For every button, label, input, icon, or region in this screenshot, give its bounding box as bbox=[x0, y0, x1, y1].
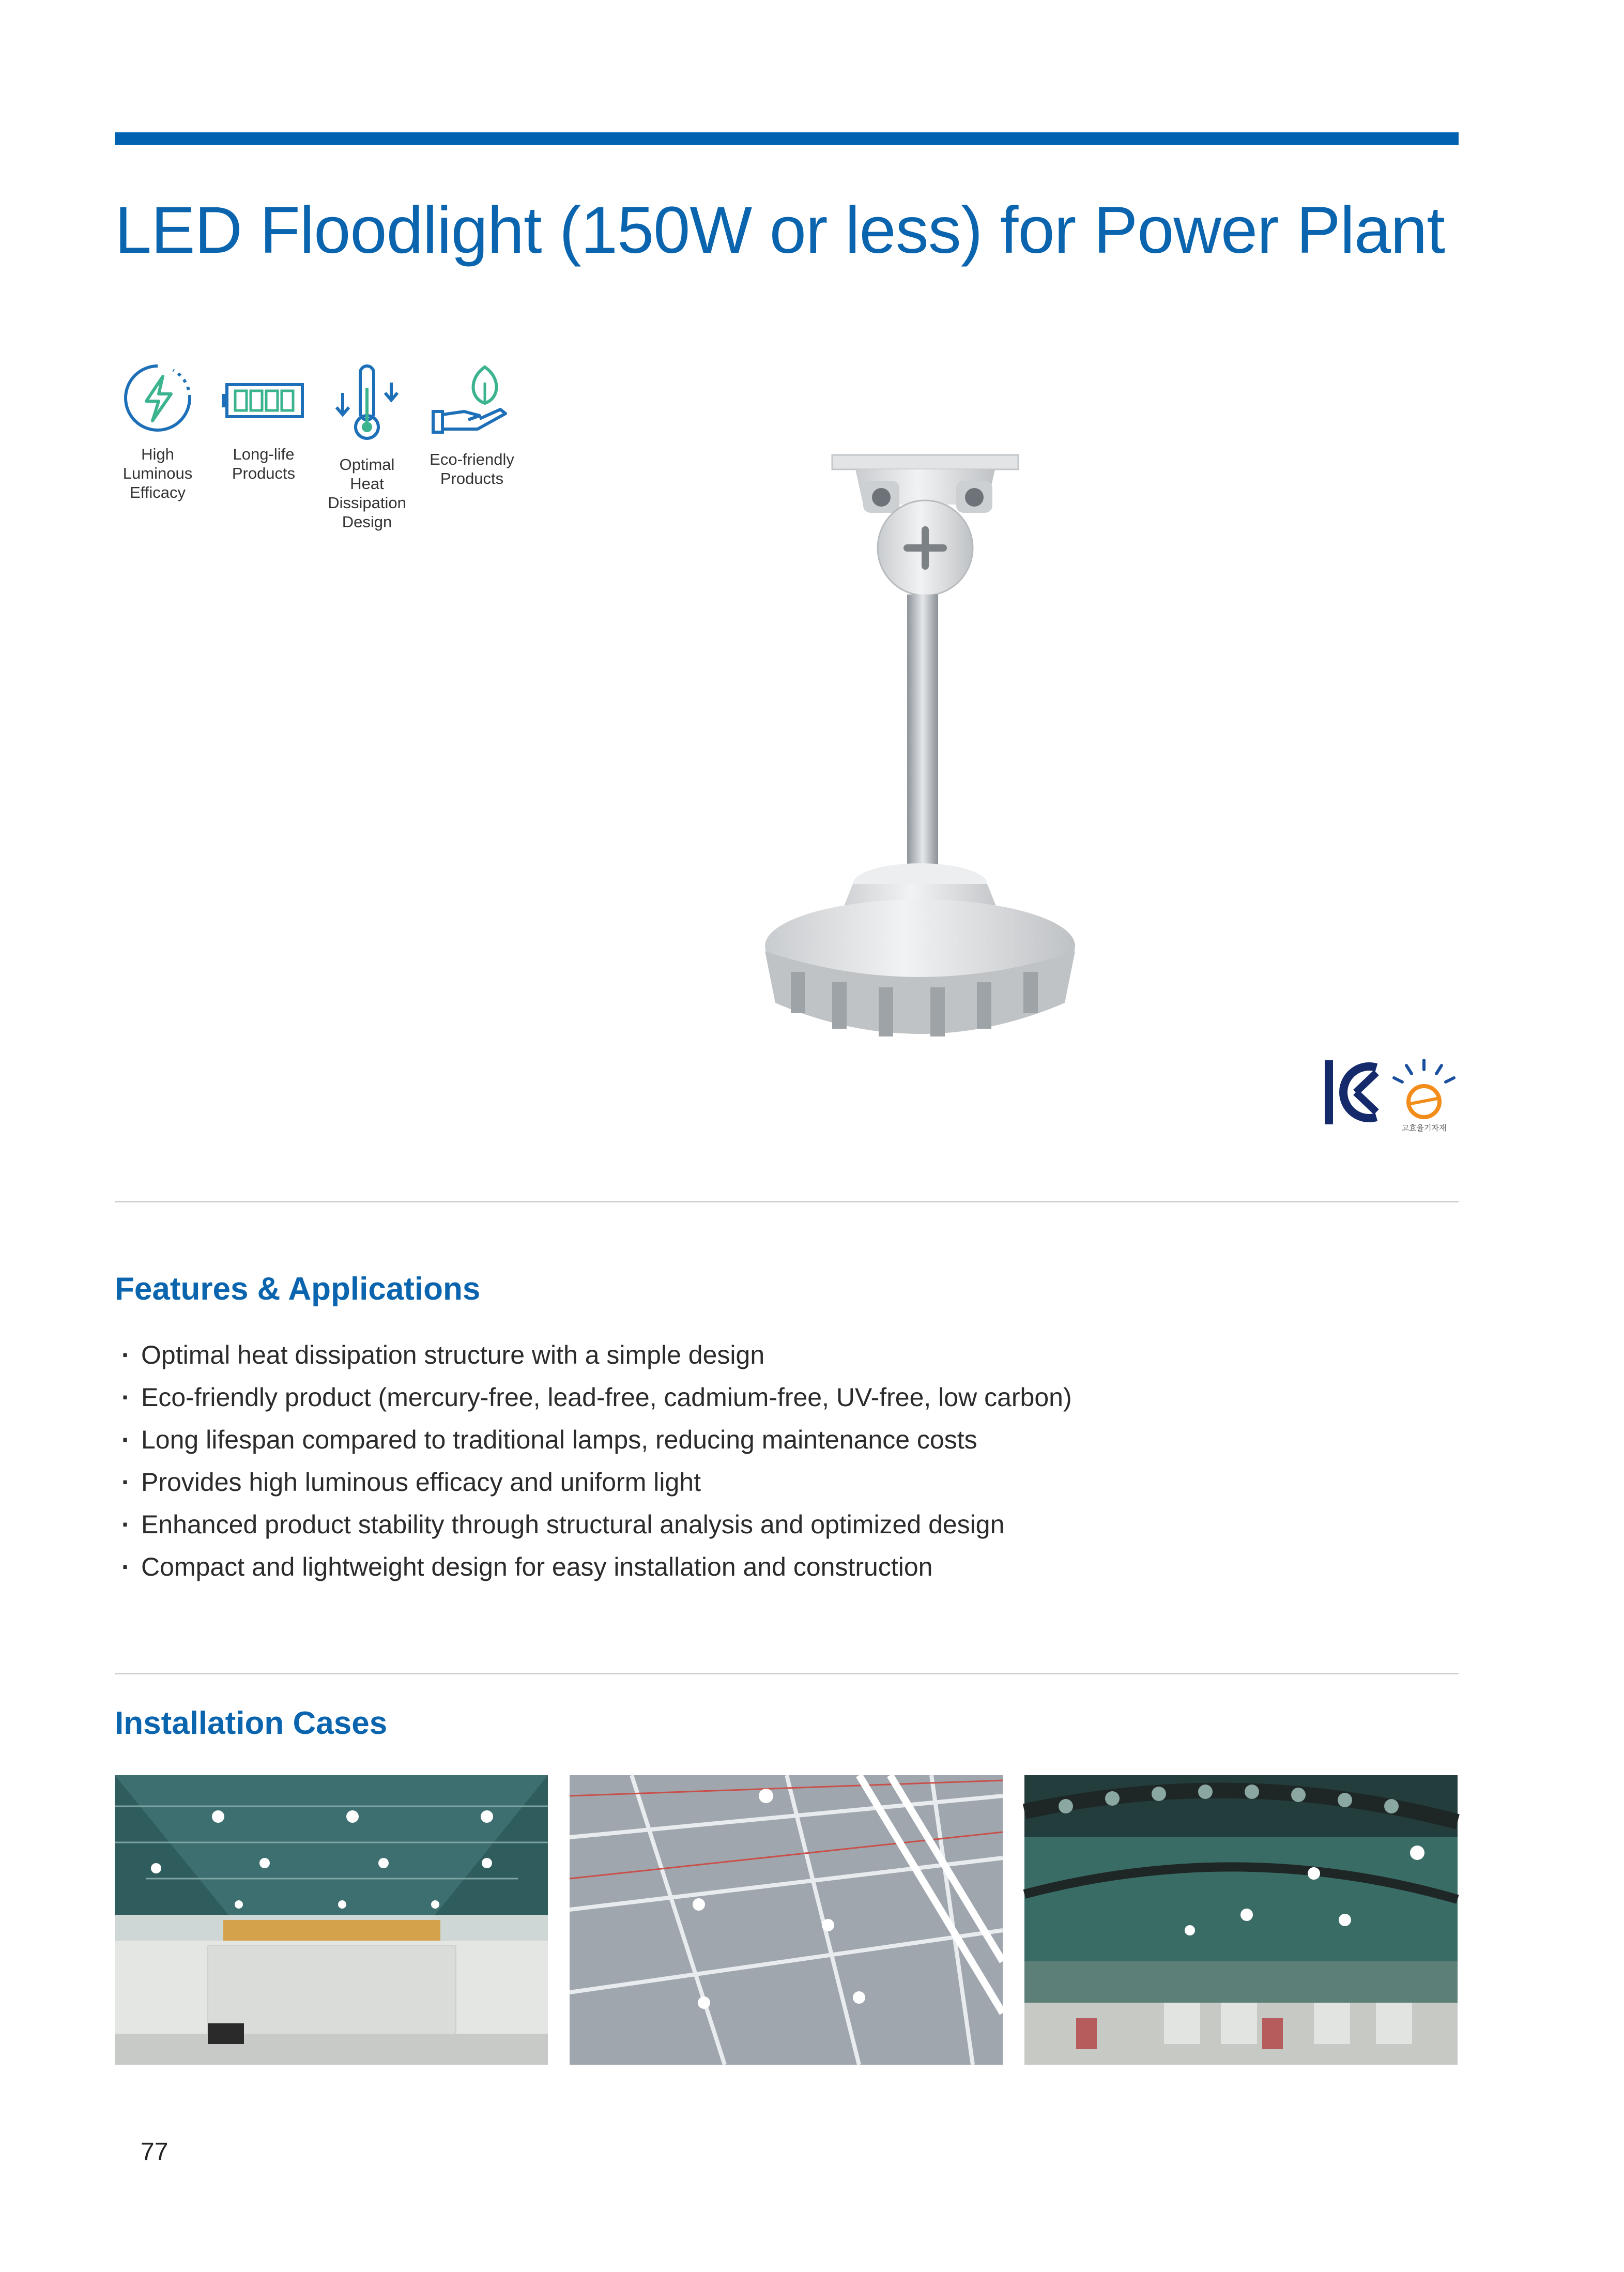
divider bbox=[115, 1673, 1459, 1674]
features-heading: Features & Applications bbox=[115, 1271, 481, 1307]
leaf-hand-icon bbox=[428, 362, 516, 439]
thermometer-icon bbox=[328, 362, 406, 445]
feature-label: Eco-friendly Products bbox=[430, 450, 514, 487]
feature-label: Optimal Heat Dissipation Design bbox=[328, 455, 406, 531]
eco-label: 고효율기자재 bbox=[1401, 1123, 1447, 1133]
feature-heat-dissipation bbox=[313, 362, 421, 531]
lightning-icon bbox=[121, 362, 194, 434]
high-efficiency-certification-mark bbox=[1388, 1057, 1460, 1135]
list-item: · Enhanced product stability through structural analysis and optimized design bbox=[121, 1503, 1072, 1546]
features-list bbox=[121, 1334, 1072, 1588]
installation-heading: Installation Cases bbox=[115, 1705, 388, 1741]
page-title: LED Floodlight (150W or less) for Power Plant bbox=[115, 193, 1445, 267]
installation-photo-3 bbox=[1024, 1775, 1458, 2065]
feature-long-life bbox=[209, 362, 318, 483]
page-number: 77 bbox=[141, 2138, 168, 2166]
divider bbox=[115, 1201, 1459, 1202]
feature-high-efficacy bbox=[103, 362, 212, 502]
list-item: · Compact and lightweight design for easy installation and construction bbox=[121, 1546, 1072, 1588]
kc-certification-mark bbox=[1325, 1052, 1382, 1130]
installation-photo-2 bbox=[570, 1775, 1003, 2065]
kc-label: KC bbox=[1325, 1052, 1326, 1053]
feature-label: Long-life Products bbox=[232, 445, 296, 482]
installation-photo-1 bbox=[115, 1775, 548, 2065]
list-item: · Eco-friendly product (mercury-free, lead-free, cadmium-free, UV-free, low carbon) bbox=[121, 1376, 1072, 1419]
battery-icon bbox=[220, 362, 308, 434]
feature-eco-friendly bbox=[418, 362, 526, 488]
list-item: · Optimal heat dissipation structure with a simple design bbox=[121, 1334, 1072, 1376]
feature-label: High Luminous Efficacy bbox=[122, 445, 193, 501]
top-accent-bar bbox=[115, 132, 1459, 145]
list-item: · Long lifespan compared to traditional lamps, reducing maintenance costs bbox=[121, 1419, 1072, 1461]
list-item: · Provides high luminous efficacy and uniform light bbox=[121, 1461, 1072, 1503]
floodlight-product-image bbox=[744, 455, 1044, 1117]
